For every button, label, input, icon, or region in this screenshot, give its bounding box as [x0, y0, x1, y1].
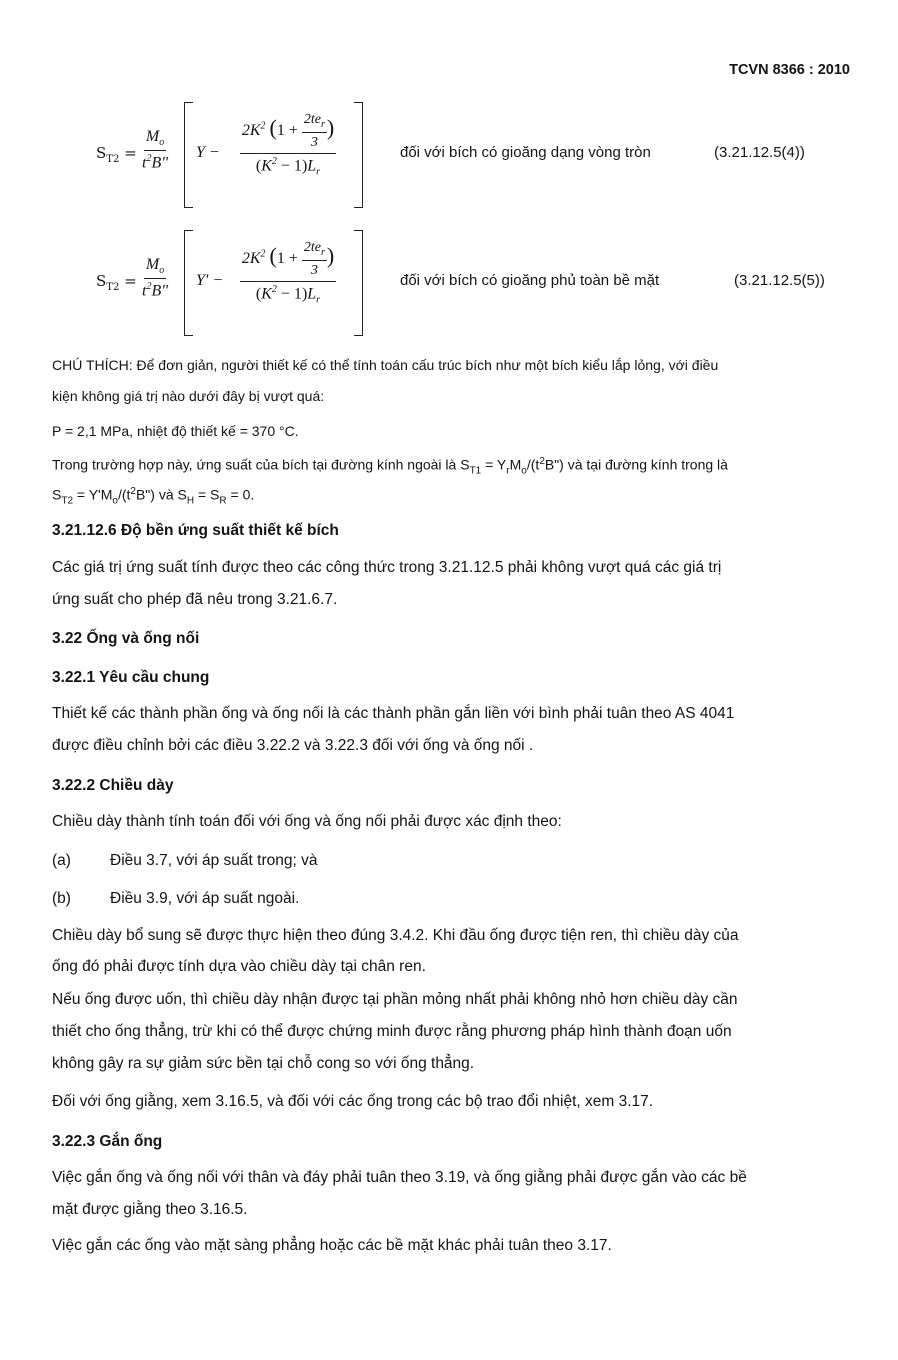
paragraph-line: Chiều dày bổ sung sẽ được thực hiện theo đúng 3.4.2. Khi đầu ống được tiện ren, thì chiều dày của [52, 927, 739, 944]
list-item-b-label: (b) [52, 890, 71, 907]
paragraph-line: ứng suất cho phép đã nêu trong 3.21.6.7. [52, 591, 338, 608]
list-item-a-text: Điều 3.7, với áp suất trong; và [110, 852, 318, 869]
section-heading: 3.22.3 Gắn ống [52, 1133, 163, 1150]
note-line-1: CHÚ THÍCH: Để đơn giản, người thiết kế có thể tính toán cấu trúc bích như một bích kiểu lắp lỏng, với điều [52, 357, 719, 373]
paragraph-line: được điều chỉnh bởi các điều 3.22.2 và 3.22.3 đối với ống và ống nối . [52, 737, 534, 754]
paragraph-line: ống đó phải được tính dựa vào chiều dày tại chân ren. [52, 958, 426, 975]
paragraph-line: Việc gắn các ống vào mặt sàng phẳng hoặc các bề mặt khác phải tuân theo 3.17. [52, 1237, 612, 1254]
formula-ref: (3.21.12.5(5)) [734, 272, 825, 289]
note-line-2: kiện không giá trị nào dưới đây bị vượt quá: [52, 388, 325, 404]
formula-ref: (3.21.12.5(4)) [714, 144, 805, 161]
section-heading: 3.21.12.6 Độ bền ứng suất thiết kế bích [52, 522, 339, 539]
formula-lhs: $S_{T2}$ = [96, 144, 137, 165]
paragraph-line: Các giá trị ứng suất tính được theo các công thức trong 3.21.12.5 phải không vượt quá các giá trị [52, 559, 722, 576]
formula-1 [96, 100, 876, 210]
section-heading: 3.22.2 Chiều dày [52, 777, 174, 794]
list-item-a-label: (a) [52, 852, 71, 869]
note-line-3: P = 2,1 MPa, nhiệt độ thiết kế = 370 °C. [52, 423, 299, 439]
formula-description: đối với bích có gioăng dạng vòng tròn [400, 144, 651, 161]
paragraph-line: không gây ra sự giảm sức bền tại chỗ cong so với ống thẳng. [52, 1055, 475, 1072]
paragraph-line: thiết cho ống thẳng, trừ khi có thể được chứng minh được rằng phương pháp hình thành đoạn uốn [52, 1023, 732, 1040]
paragraph-line: Việc gắn ống và ống nối với thân và đáy phải tuân theo 3.19, và ống giằng phải được gắn vào các bề [52, 1169, 747, 1186]
standard-code: TCVN 8366 : 2010 [729, 62, 850, 78]
left-bracket [184, 230, 193, 336]
fraction-mo-tb: $\frac{M_o}{t^2B''}$ [142, 128, 169, 172]
paragraph-line: mặt được giằng theo 3.16.5. [52, 1201, 248, 1218]
paragraph-line: Chiều dày thành tính toán đối với ống và ống nối phải được xác định theo: [52, 813, 562, 830]
formula-y: Y − [196, 144, 220, 161]
fraction-mo-tb: $\frac{M_o}{t^2B''}$ [142, 256, 169, 300]
fraction-k: $2K^2$ (1 + $\frac{2te_r}{3}$ ) $(K^2 - 1)L_r$ [241, 112, 335, 178]
paragraph-line: Nếu ống được uốn, thì chiều dày nhận được tại phần mỏng nhất phải không nhỏ hơn chiều dày cần [52, 991, 738, 1008]
list-item-b-text: Điều 3.9, với áp suất ngoài. [110, 890, 300, 907]
formula-2 [96, 228, 876, 338]
note-line-4: Trong trường hợp này, ứng suất của bích tại đường kính ngoài là $S_{T1}$ = $Y_rM_o/(t^2B")$ và tại đường kính trong là [52, 456, 728, 477]
section-heading: 3.22 Ống và ống nối [52, 630, 200, 647]
section-heading: 3.22.1 Yêu cầu chung [52, 669, 210, 686]
formula-lhs: $S_{T2}$ = [96, 272, 137, 293]
right-bracket [354, 230, 363, 336]
formula-description: đối với bích có gioăng phủ toàn bề mặt [400, 272, 660, 289]
left-bracket [184, 102, 193, 208]
paragraph-line: Thiết kế các thành phần ống và ống nối là các thành phần gắn liền với bình phải tuân theo AS 4041 [52, 705, 735, 722]
paragraph-line: Đối với ống giằng, xem 3.16.5, và đối với các ống trong các bộ trao đổi nhiệt, xem 3.17. [52, 1093, 654, 1110]
formula-y-prime: Y' − [196, 272, 224, 289]
fraction-k: $2K^2$ (1 + $\frac{2te_r}{3}$ ) $(K^2 - 1)L_r$ [241, 240, 335, 306]
right-bracket [354, 102, 363, 208]
note-line-5: $S_{T2}$ = $Y'M_o/(t^2B")$ và $S_H = S_R = 0$. [52, 486, 255, 507]
